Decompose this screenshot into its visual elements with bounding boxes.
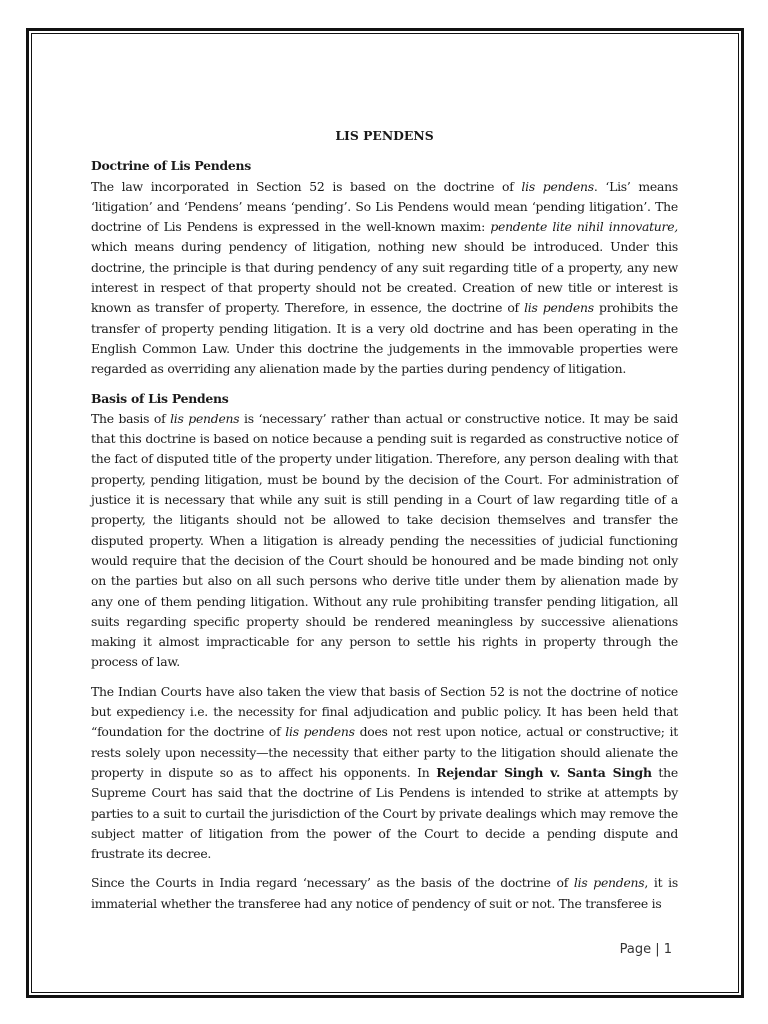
- document-title: LIS PENDENS: [335, 128, 434, 143]
- text-run: The law incorporated in Section 52 is based on the doctrine of: [91, 178, 522, 194]
- paragraph: [91, 177, 678, 380]
- text-run: The basis of: [91, 410, 171, 426]
- paragraph: [91, 873, 678, 914]
- paragraph: [91, 682, 678, 865]
- case-name: Rejendar Singh v. Santa Singh: [436, 764, 652, 780]
- text-run: does not rest upon notice, actual or constructive; it rests solely upon necessity—the necessity that either party to the litigation should alienate the property in dispute so as to affect his opponents. In: [91, 724, 678, 780]
- section-heading: Doctrine of Lis Pendens: [91, 158, 251, 174]
- text-run: is ‘necessary’ rather than actual or constructive notice. It may be said that this doctrine is based on notice because a pending suit is regarded as constructive notice of the fact of disputed title of the property under litigation. Therefore, any person dealing with that property, pending litigation, must be bound by the decision of the Court. For administration of justice it is necessary that while any suit is still pending in a Court of law regarding title of a property, the litigants should not be allowed to take decision themselves and transfer the disputed property. When a litigation is already pending the necessities of judicial functioning would require that the decision of the Court should be honoured and be made binding not only on the parties but also on all such persons who derive title under them by alienation made by any one of them pending litigation. Without any rule prohibiting transfer pending litigation, all suits regarding specific property should be rendered meaningless by successive alienations making it almost impracticable for any person to settle his rights in property through the process of law.: [91, 410, 678, 670]
- section-heading: Basis of Lis Pendens: [91, 390, 229, 406]
- italic-term: lis pendens: [170, 410, 240, 426]
- page-number: Page | 1: [619, 942, 672, 957]
- text-run: prohibits the transfer of property pending litigation. It is a very old doctrine and has been operating in the English Common Law. Under this doctrine the judgements in the immovable properties were regarded as overriding any alienation made by the parties during pendency of litigation.: [91, 300, 678, 377]
- text-run: Since the Courts in India regard ‘necessary’ as the basis of the doctrine of: [91, 875, 574, 891]
- text-run: which means during pendency of litigation, nothing new should be introduced. Under this doctrine, the principle is that during pendency of any suit regarding title of a property, any new interest in respect of that property should not be created. Creation of new title or interest is known as transfer of property. Therefore, in essence, the doctrine of: [91, 239, 678, 316]
- text-run: , it is immaterial whether the transferee had any notice of pendency of suit or not. The transferee is: [91, 875, 678, 911]
- italic-term: pendente lite nihil innovature,: [490, 219, 678, 235]
- italic-term: lis pendens: [524, 300, 594, 316]
- text-run: . ‘Lis’ means ‘litigation’ and ‘Pendens’ means ‘pending’. So Lis Pendens would mean ‘pending litigation’. The doctrine of Lis Pendens is expressed in the well-known maxim:: [91, 178, 678, 235]
- italic-term: lis pendens: [521, 178, 594, 194]
- text-run: the Supreme Court has said that the doctrine of Lis Pendens is intended to strike at attempts by parties to a suit to curtail the jurisdiction of the Court by private dealings which may remove the subject matter of litigation from the power of the Court to decide a pending dispute and frustrate its decree.: [91, 764, 678, 862]
- paragraph: [91, 409, 678, 673]
- document-body: [91, 126, 678, 914]
- italic-term: lis pendens: [285, 724, 355, 740]
- text-run: The Indian Courts have also taken the view that basis of Section 52 is not the doctrine of notice but expediency i.e. the necessity for final adjudication and public policy. It has been held that “foundation for the doctrine of: [91, 683, 678, 740]
- italic-term: lis pendens: [573, 875, 645, 891]
